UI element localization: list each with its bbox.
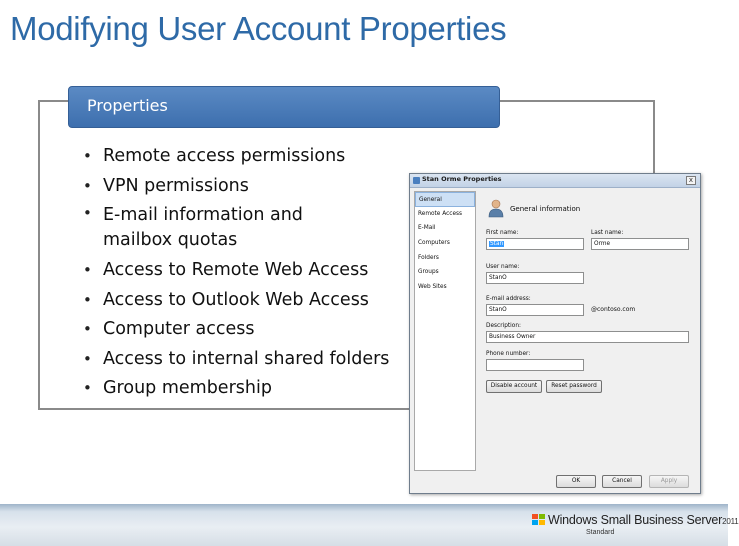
app-icon bbox=[413, 177, 420, 184]
nav-item-web-sites[interactable]: Web Sites bbox=[418, 284, 447, 291]
bullet-item: • E-mail information and mailbox quotas bbox=[82, 201, 342, 256]
dialog-titlebar[interactable] bbox=[410, 174, 700, 188]
first-name-label: First name: bbox=[486, 230, 519, 236]
cancel-button[interactable]: Cancel bbox=[602, 475, 642, 488]
phone-label: Phone number: bbox=[486, 351, 531, 357]
disable-account-button[interactable]: Disable account bbox=[486, 380, 542, 393]
windows-logo-icon bbox=[532, 514, 546, 526]
general-heading: General information bbox=[510, 205, 581, 213]
last-name-label: Last name: bbox=[591, 230, 624, 236]
brand-title: Windows Small Business Server bbox=[548, 513, 723, 527]
email-domain: @contoso.com bbox=[591, 306, 636, 313]
nav-item-groups[interactable]: Groups bbox=[418, 269, 439, 276]
nav-item-general[interactable]: General bbox=[415, 192, 475, 207]
bullet-item: • Access to Outlook Web Access bbox=[82, 286, 389, 316]
slide-title: Modifying User Account Properties bbox=[10, 10, 507, 47]
brand-name bbox=[548, 513, 739, 527]
ok-button[interactable]: OK bbox=[556, 475, 596, 488]
bullet-item: • VPN permissions bbox=[82, 172, 389, 202]
email-field[interactable]: StanO bbox=[486, 304, 584, 316]
dialog-nav bbox=[414, 191, 476, 471]
email-label: E-mail address: bbox=[486, 296, 531, 302]
user-name-label: User name: bbox=[486, 264, 520, 270]
bullet-list bbox=[82, 142, 389, 404]
description-label: Description: bbox=[486, 323, 521, 329]
nav-item-email[interactable]: E-Mail bbox=[418, 225, 436, 232]
first-name-value: Stan bbox=[490, 241, 504, 247]
user-icon bbox=[488, 199, 504, 217]
bullet-item: • Access to Remote Web Access bbox=[82, 256, 389, 286]
last-name-field[interactable]: Orme bbox=[591, 238, 689, 250]
description-field[interactable]: Business Owner bbox=[486, 331, 689, 343]
properties-dialog bbox=[409, 173, 701, 494]
reset-password-button[interactable]: Reset password bbox=[546, 380, 602, 393]
user-name-field[interactable]: StanO bbox=[486, 272, 584, 284]
dialog-title: Stan Orme Properties bbox=[422, 175, 502, 183]
nav-item-remote-access[interactable]: Remote Access bbox=[418, 210, 463, 217]
nav-item-folders[interactable]: Folders bbox=[418, 254, 439, 261]
brand-year: 2011 bbox=[722, 517, 739, 526]
nav-item-computers[interactable]: Computers bbox=[418, 240, 450, 247]
apply-button[interactable]: Apply bbox=[649, 475, 689, 488]
phone-field[interactable] bbox=[486, 359, 584, 371]
first-name-field[interactable] bbox=[486, 238, 584, 250]
close-icon[interactable]: x bbox=[686, 176, 696, 185]
brand-edition: Standard bbox=[586, 529, 615, 536]
bullet-item: • Computer access bbox=[82, 315, 389, 345]
section-header: Properties bbox=[68, 86, 500, 128]
general-panel bbox=[480, 191, 698, 471]
bullet-item: • Remote access permissions bbox=[82, 142, 389, 172]
bullet-item: • Group membership bbox=[82, 374, 389, 404]
bullet-item: • Access to internal shared folders bbox=[82, 345, 389, 375]
